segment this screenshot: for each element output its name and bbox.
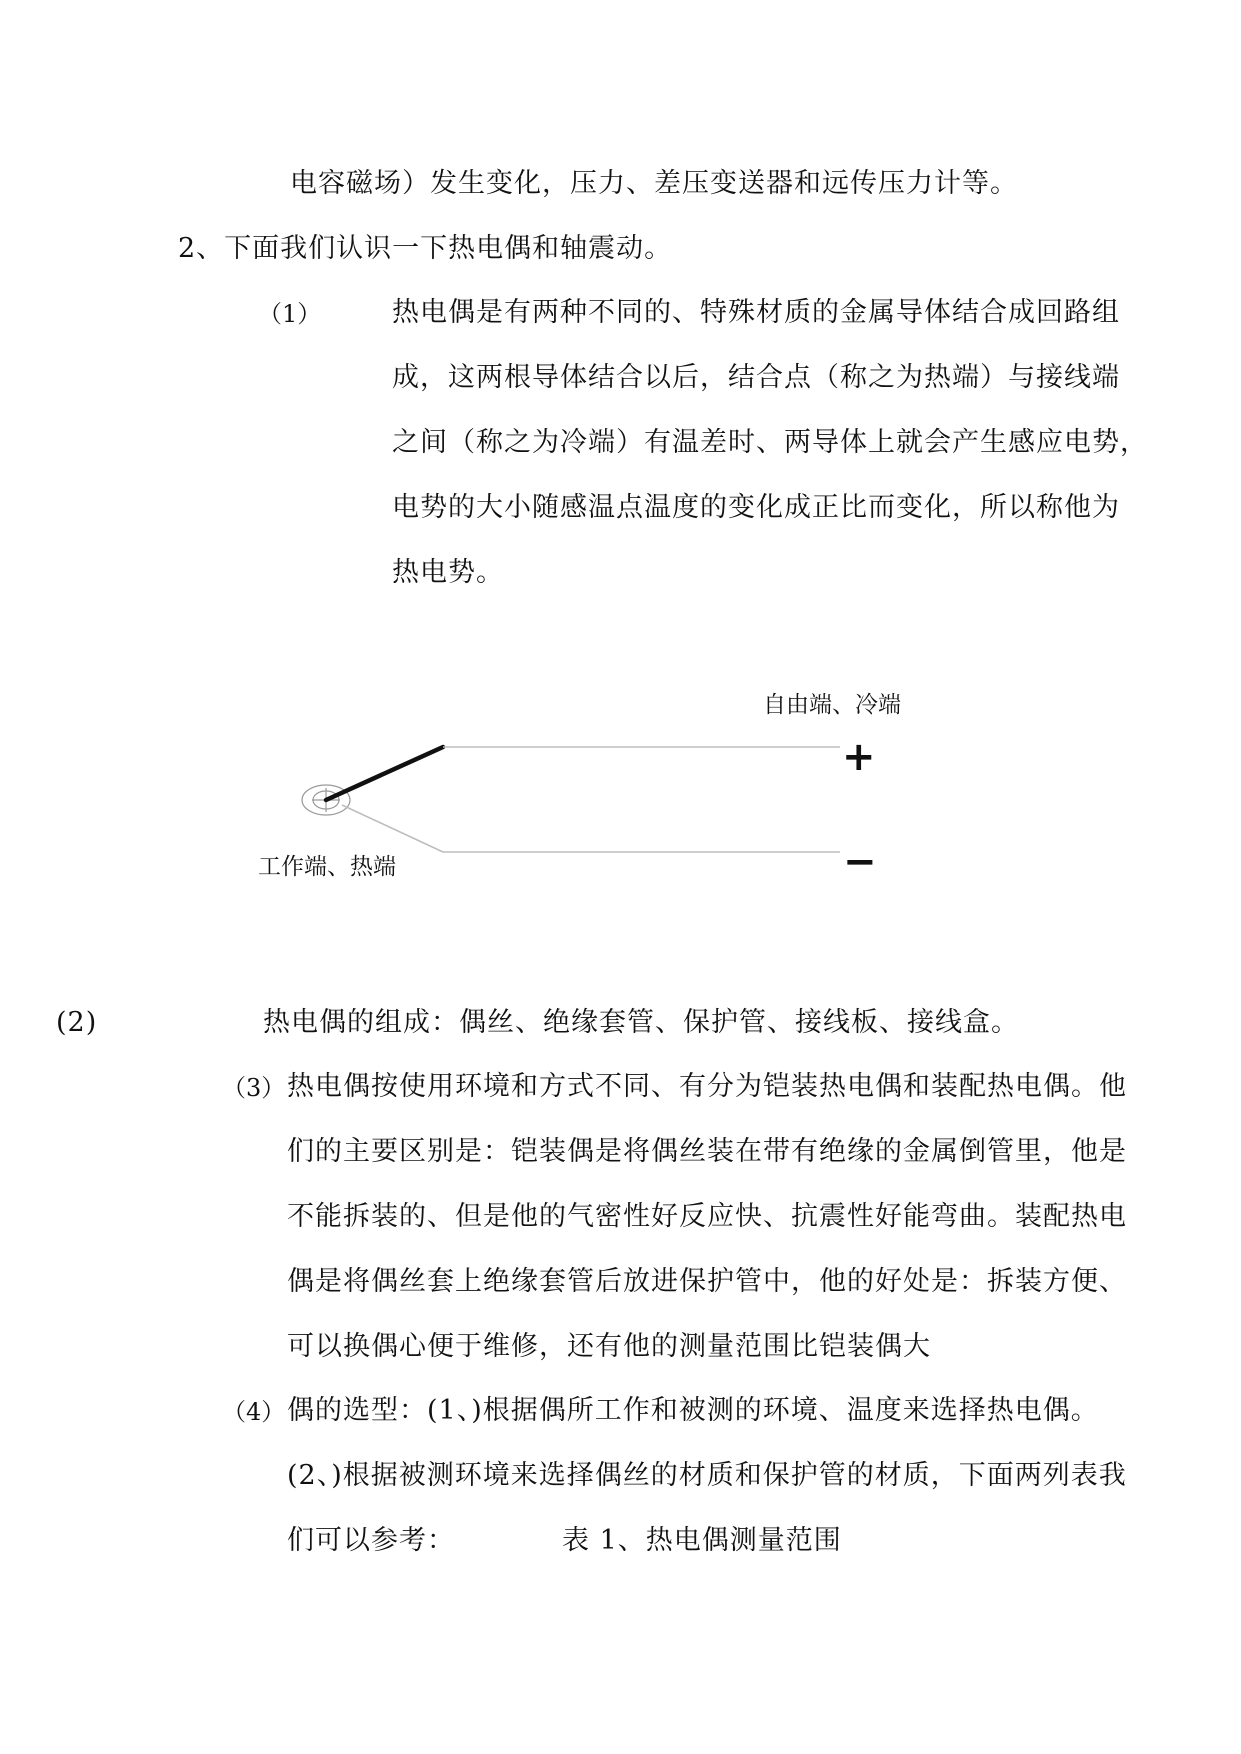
item-4-marker: （4）: [222, 1398, 286, 1426]
item-1-line-4: 电势的大小随感温点温度的变化成正比而变化，所以称他为: [392, 492, 1120, 523]
minus-sign: −: [843, 839, 877, 885]
item-2-marker: (2): [56, 1007, 98, 1038]
item-1-marker: （1）: [258, 300, 322, 328]
plus-sign: +: [842, 734, 876, 780]
item-1-line-2: 成，这两根导体结合以后，结合点（称之为热端）与接线端: [392, 362, 1120, 393]
item-1-line-1: 热电偶是有两种不同的、特殊材质的金属导体结合成回路组: [392, 297, 1120, 328]
free-end-label: 自由端、冷端: [763, 692, 901, 718]
hot-junction-icon: [302, 785, 350, 815]
item-3-line-5: 可以换偶心便于维修，还有他的测量范围比铠装偶大: [287, 1331, 931, 1362]
intro-tail-text: 电容磁场）发生变化，压力、差压变送器和远传压力计等。: [290, 168, 1018, 199]
item-3-line-3: 不能拆装的、但是他的气密性好反应快、抗震性好能弯曲。装配热电: [287, 1201, 1127, 1232]
negative-wire-diagonal: [342, 805, 443, 852]
item-3-line-2: 们的主要区别是：铠装偶是将偶丝装在带有绝缘的金属倒管里，他是: [287, 1136, 1127, 1167]
work-end-label: 工作端、热端: [258, 854, 396, 880]
item-3-line-1: 热电偶按使用环境和方式不同、有分为铠装热电偶和装配热电偶。他: [287, 1071, 1127, 1102]
item-3-line-4: 偶是将偶丝套上绝缘套管后放进保护管中，他的好处是：拆装方便、: [287, 1266, 1127, 1297]
item-2-text: 热电偶的组成：偶丝、绝缘套管、保护管、接线板、接线盒。: [263, 1007, 1019, 1038]
item-4-line-2: (2、)根据被测环境来选择偶丝的材质和保护管的材质，下面两列表我: [287, 1460, 1127, 1491]
table-1-caption: 表 1、热电偶测量范围: [562, 1525, 842, 1556]
item-4-line-3: 们可以参考：: [287, 1525, 455, 1556]
item-3-marker: （3）: [222, 1074, 286, 1102]
item-1-line-3: 之间（称之为冷端）有温差时、两导体上就会产生感应电势，: [392, 427, 1148, 458]
item-1-line-5: 热电势。: [392, 557, 504, 588]
item-4-line-1: 偶的选型：(1、)根据偶所工作和被测的环境、温度来选择热电偶。: [287, 1395, 1099, 1426]
positive-wire-thick: [326, 747, 443, 800]
section-2-heading: 2、下面我们认识一下热电偶和轴震动。: [178, 233, 673, 264]
